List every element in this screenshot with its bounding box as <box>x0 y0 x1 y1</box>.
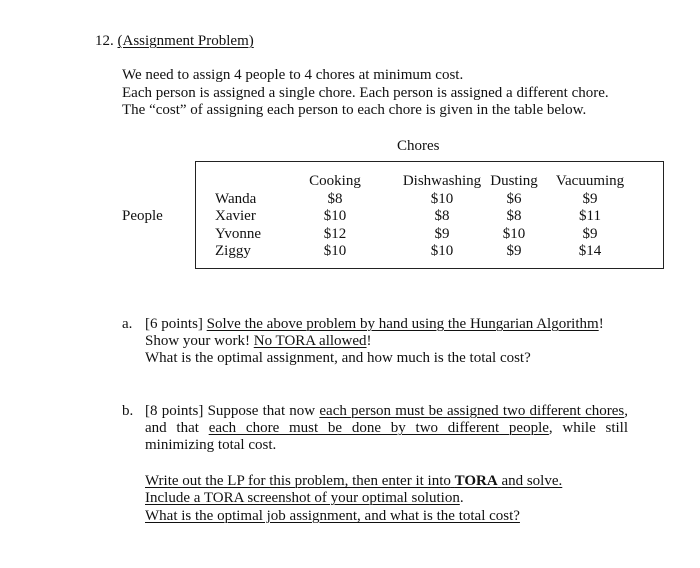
table-cell: $8 <box>327 191 343 207</box>
table-cell: $9 <box>506 243 522 259</box>
table-cell: $10 <box>502 226 526 242</box>
column-header: Dusting <box>490 173 538 189</box>
part-b-label: b. <box>122 403 134 419</box>
part-b-paragraph <box>145 403 628 454</box>
table-cell: $9 <box>582 191 598 207</box>
part-b-line-screenshot <box>145 490 464 507</box>
intro-line-2: Each person is assigned a single chore. Each person is assigned a different chore. <box>122 85 609 101</box>
problem-heading <box>95 33 254 50</box>
person-name: Wanda <box>215 191 257 207</box>
part-a-line-2 <box>145 333 372 350</box>
table-cell: $9 <box>434 226 450 242</box>
column-header: Dishwashing <box>402 173 482 189</box>
part-b-and-that: , and that <box>145 403 629 436</box>
problem-number: 12. <box>95 33 114 49</box>
table-cell: $10 <box>430 243 454 259</box>
part-b-screenshot-end: . <box>459 490 464 506</box>
part-a-no-tora-end: ! <box>366 333 372 349</box>
column-header: Cooking <box>309 173 361 189</box>
part-b-question: What is the optimal job assignment, and what is the total cost? <box>145 508 520 524</box>
part-b-lp-prefix: Write out the LP for this problem, then enter it into <box>145 473 451 489</box>
column-header: Vacuuming <box>555 173 625 189</box>
part-a-task-end: ! <box>598 316 604 332</box>
problem-title: (Assignment Problem) <box>117 33 254 49</box>
part-b-constraint-2: each chore must be done by two different people <box>208 420 549 436</box>
person-name: Ziggy <box>215 243 251 259</box>
table-cell: $10 <box>430 191 454 207</box>
part-b-points: [8 points] Suppose that now <box>145 403 316 419</box>
part-b-lp-suffix: and solve. <box>501 473 563 489</box>
part-a-points: [6 points] <box>145 316 203 332</box>
table-cell: $11 <box>579 208 601 224</box>
part-a-line-1 <box>145 316 604 333</box>
part-a-question: What is the optimal assignment, and how much is the total cost? <box>145 350 531 366</box>
part-a-show-work: Show your work! <box>145 333 250 349</box>
person-name: Xavier <box>215 208 256 224</box>
part-b-tora: TORA <box>454 473 498 489</box>
part-b-screenshot-text: Include a TORA screenshot of your optimal solution <box>145 490 460 506</box>
part-a-label: a. <box>122 316 133 332</box>
table-cell: $8 <box>506 208 522 224</box>
intro-line-1: We need to assign 4 people to 4 chores at minimum cost. <box>122 67 464 83</box>
people-label: People <box>122 208 163 224</box>
table-cell: $12 <box>323 226 347 242</box>
table-cell: $10 <box>323 208 347 224</box>
person-name: Yvonne <box>215 226 261 242</box>
table-cell: $10 <box>323 243 347 259</box>
chores-label: Chores <box>397 138 440 154</box>
part-a-no-tora: No TORA allowed <box>253 333 367 349</box>
intro-line-3: The “cost” of assigning each person to each chore is given in the table below. <box>122 102 587 118</box>
table-cell: $14 <box>578 243 602 259</box>
table-cell: $9 <box>582 226 598 242</box>
part-b-line-lp <box>145 473 562 490</box>
table-cell: $6 <box>506 191 522 207</box>
part-a-task: Solve the above problem by hand using the Hungarian Algorithm <box>206 316 599 332</box>
table-cell: $8 <box>434 208 450 224</box>
part-b-tail: , while still minimizing total cost. <box>145 420 628 453</box>
part-b-constraint-1: each person must be assigned two different chores <box>319 403 625 419</box>
